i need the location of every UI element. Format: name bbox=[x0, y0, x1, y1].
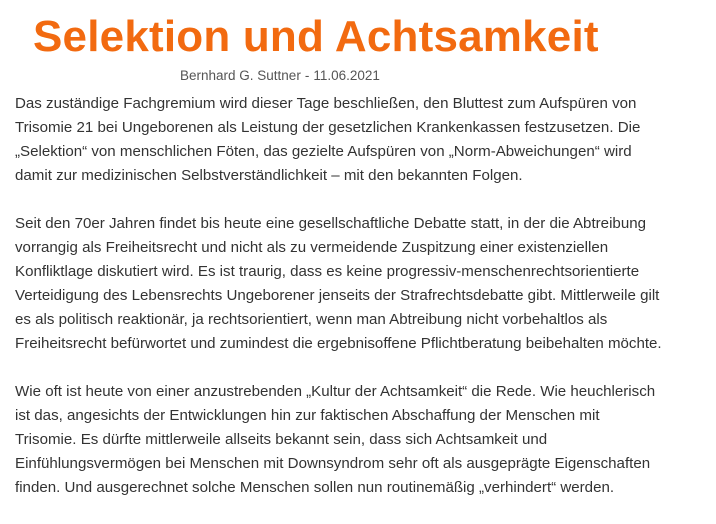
paragraph-line: ist das, angesichts der Entwicklungen hin zur faktischen Abschaffung der Menschen mit bbox=[15, 407, 600, 424]
paragraph-line: vorrangig als Freiheitsrecht und nicht als zu vermeidende Zuspitzung einer existenziellen bbox=[15, 239, 609, 256]
paragraph-line: Seit den 70er Jahren findet bis heute eine gesellschaftliche Debatte statt, in der die Abtreibung bbox=[15, 215, 646, 232]
byline bbox=[180, 68, 380, 84]
paragraph-line: „Selektion“ von menschlichen Föten, das gezielte Aufspüren von „Norm-Abweichungen“ wird bbox=[15, 143, 632, 160]
author-name: Bernhard G. Suttner bbox=[180, 68, 301, 83]
paragraph-2 bbox=[15, 212, 710, 356]
publish-date: 11.06.2021 bbox=[313, 68, 380, 83]
paragraph-line: Einfühlungsvermögen bei Menschen mit Downsyndrom sehr oft als ausgeprägte Eigenschaften bbox=[15, 455, 651, 472]
paragraph-line: Trisomie. Es dürfte mittlerweile allseits bekannt sein, dass sich Achtsamkeit und bbox=[15, 431, 548, 448]
paragraph-line: es als politisch reaktionär, ja rechtsorientiert, wenn man Abtreibung nicht vorbehaltlos als bbox=[15, 311, 608, 328]
paragraph-line: Trisomie 21 bei Ungeborenen als Leistung der gesetzlichen Krankenkassen festzusetzen. Die bbox=[15, 119, 641, 136]
paragraph-line: Wie oft ist heute von einer anzustrebenden „Kultur der Achtsamkeit“ die Rede. Wie heuchlerisch bbox=[15, 383, 656, 400]
paragraph-line: Verteidigung des Lebensrechts Ungeborener jenseits der Strafrechtsdebatte gibt. Mittlerweile gilt bbox=[15, 287, 660, 304]
paragraph-line: Konfliktlage diskutiert wird. Es ist traurig, dass es keine progressiv-menschenrechtsorientierte bbox=[15, 263, 640, 280]
article-body bbox=[15, 92, 710, 524]
paragraph-line: Das zuständige Fachgremium wird dieser Tage beschließen, den Bluttest zum Aufspüren von bbox=[15, 95, 637, 112]
paragraph-3 bbox=[15, 380, 710, 500]
byline-separator: - bbox=[304, 68, 310, 83]
article-title: Selektion und Achtsamkeit bbox=[33, 12, 599, 61]
paragraph-line: finden. Und ausgerechnet solche Menschen sollen nun routinemäßig „verhindert“ werden. bbox=[15, 479, 615, 496]
paragraph-1 bbox=[15, 92, 710, 188]
paragraph-line: Freiheitsrecht befürwortet und zumindest die ergebnisoffene Pflichtberatung beibehalten möchte. bbox=[15, 335, 662, 352]
paragraph-line: damit zur medizinischen Selbstverständlichkeit – mit den bekannten Folgen. bbox=[15, 167, 523, 184]
